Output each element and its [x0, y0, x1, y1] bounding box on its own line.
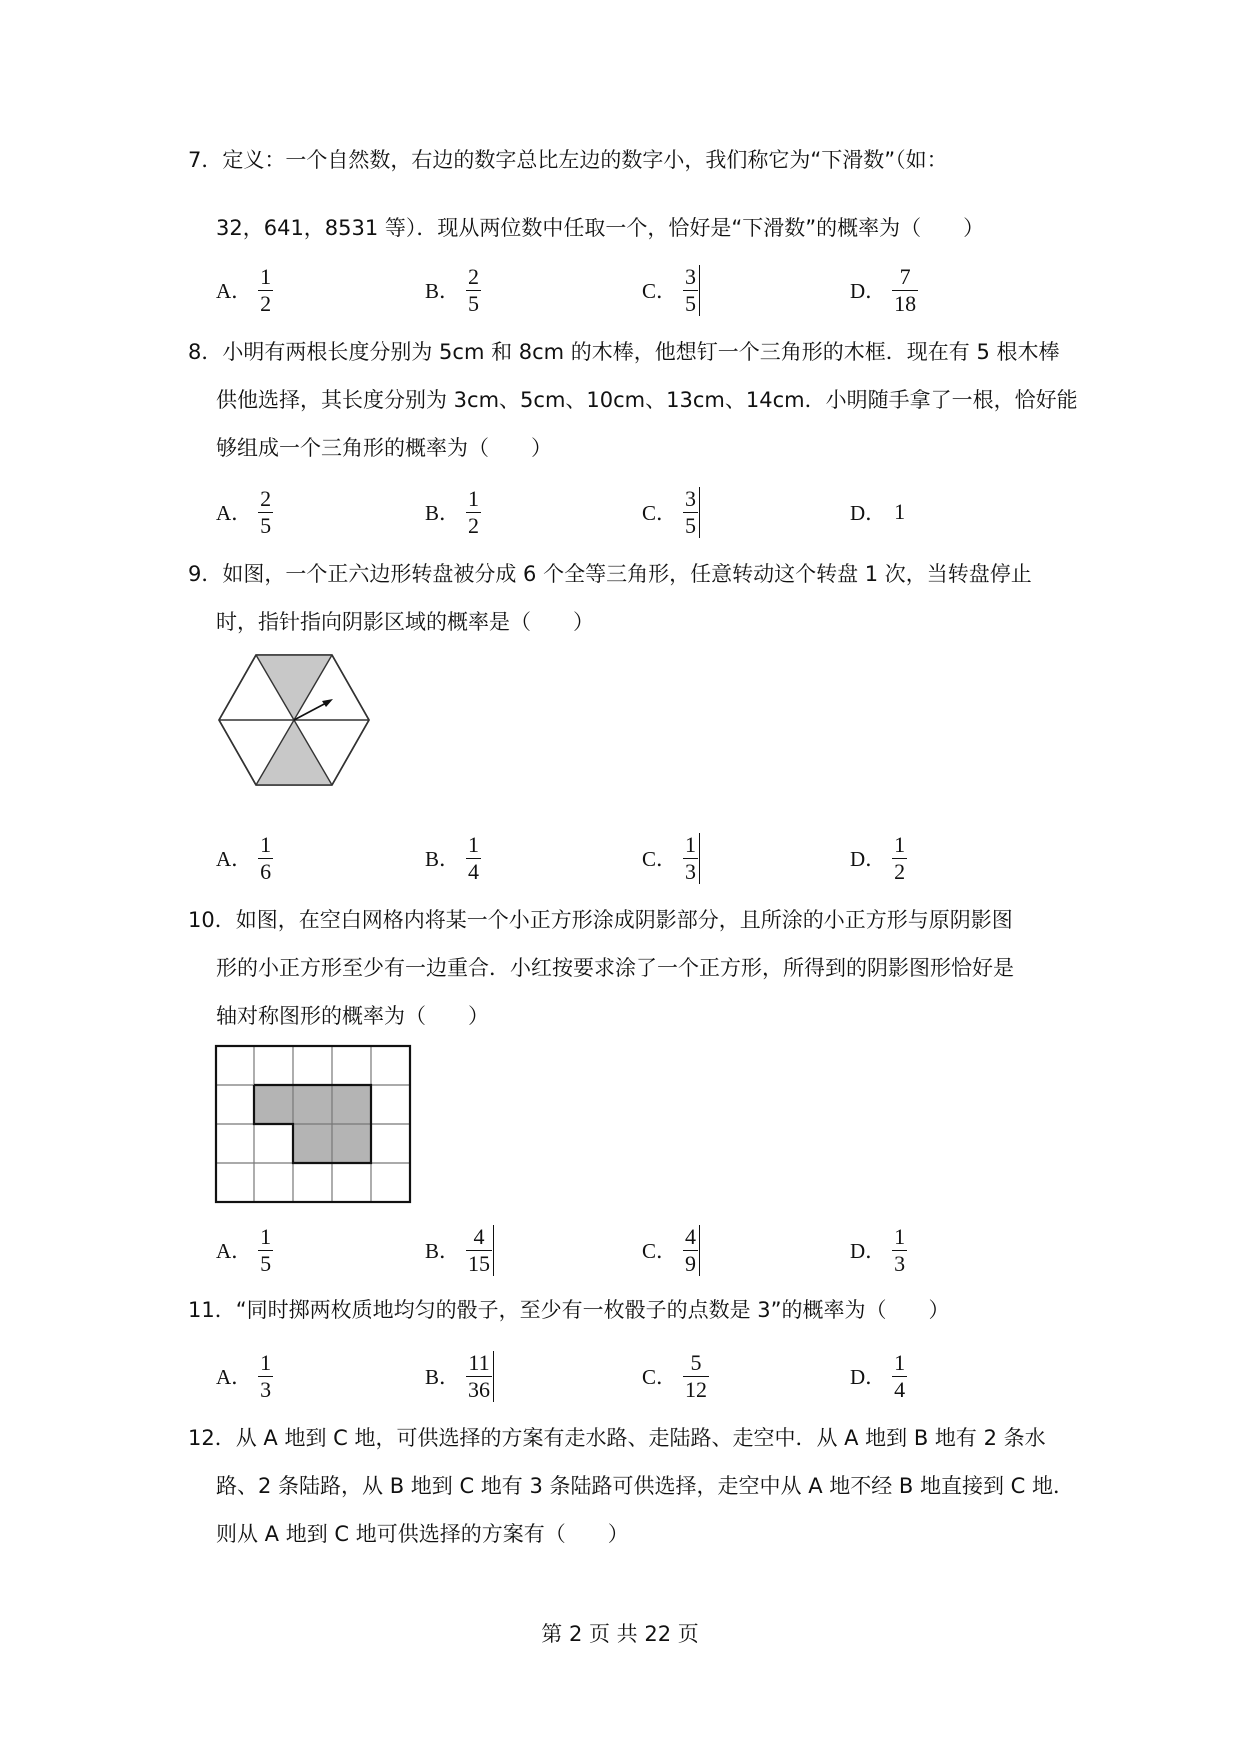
- q12-line-3: 则从 A 地到 C 地可供选择的方案有（ ）: [216, 1522, 629, 1546]
- option-label: B．: [425, 847, 461, 871]
- q10-option-a[interactable]: [216, 1220, 273, 1280]
- q11-option-a[interactable]: [216, 1346, 273, 1406]
- q9-line-2: 时，指针指向阴影区域的概率是（ ）: [216, 610, 594, 634]
- fraction: $\frac{1}{3}$: [260, 1349, 272, 1402]
- shaded-cell: [332, 1124, 371, 1163]
- page-footer: 第 2 页 共 22 页: [541, 1622, 699, 1646]
- q10-option-c[interactable]: [642, 1220, 700, 1280]
- option-label: C．: [642, 847, 678, 871]
- q11-option-c[interactable]: [642, 1346, 709, 1406]
- option-label: D．: [850, 501, 887, 525]
- option-label: B．: [425, 1239, 461, 1263]
- fraction: $\frac{1}{2}$: [894, 831, 906, 884]
- fraction: $\frac{1}{5}$: [260, 1223, 272, 1276]
- q7-option-a[interactable]: [216, 260, 273, 320]
- option-label: D．: [850, 279, 887, 303]
- fraction: $\frac{1}{3}$: [894, 1223, 906, 1276]
- q9-option-d[interactable]: [850, 828, 907, 888]
- fraction: $\frac{3}{5}$: [683, 265, 700, 316]
- option-label: A．: [216, 279, 253, 303]
- q11-option-b[interactable]: [425, 1346, 494, 1406]
- option-label: C．: [642, 1239, 678, 1263]
- q7-option-d[interactable]: [850, 260, 918, 320]
- fraction: $\frac{3}{5}$: [683, 487, 700, 538]
- q8-option-b[interactable]: [425, 482, 481, 542]
- q7-option-b[interactable]: [425, 260, 481, 320]
- q9-option-c[interactable]: [642, 828, 700, 888]
- q9-option-b[interactable]: [425, 828, 481, 888]
- q8-line-2: 供他选择，其长度分别为 3cm、5cm、10cm、13cm、14cm．小明随手拿了一根，恰好能: [216, 388, 1078, 412]
- fraction: $\frac{4}{15}$: [466, 1225, 494, 1276]
- fraction: $\frac{1}{2}$: [260, 263, 272, 316]
- q8-line-1: 8．小明有两根长度分别为 5cm 和 8cm 的木棒，他想钉一个三角形的木框．现在有 5 根木棒: [188, 340, 1060, 364]
- option-label: D．: [850, 1365, 887, 1389]
- fraction: $\frac{4}{9}$: [683, 1225, 700, 1276]
- grid-figure: [214, 1044, 414, 1204]
- q10-option-b[interactable]: [425, 1220, 494, 1280]
- q11-line-1: 11．“同时掷两枚质地均匀的骰子，至少有一枚骰子的点数是 3”的概率为（ ）: [188, 1298, 950, 1322]
- q7-option-c[interactable]: [642, 260, 700, 320]
- option-label: D．: [850, 847, 887, 871]
- fraction: $\frac{2}{5}$: [468, 263, 480, 316]
- fraction: $\frac{1}{4}$: [468, 831, 480, 884]
- option-value: 1: [894, 499, 906, 524]
- option-label: A．: [216, 1365, 253, 1389]
- option-label: B．: [425, 501, 461, 525]
- q11-option-d[interactable]: [850, 1346, 907, 1406]
- q8-line-3: 够组成一个三角形的概率为（ ）: [216, 436, 552, 460]
- q12-line-1: 12．从 A 地到 C 地，可供选择的方案有走水路、走陆路、走空中．从 A 地到 B 地有 2 条水: [188, 1426, 1046, 1450]
- q8-option-c[interactable]: [642, 482, 700, 542]
- option-label: B．: [425, 1365, 461, 1389]
- option-label: A．: [216, 1239, 253, 1263]
- fraction: $\frac{1}{3}$: [683, 833, 700, 884]
- q10-line-3: 轴对称图形的概率为（ ）: [216, 1004, 489, 1028]
- q10-option-d[interactable]: [850, 1220, 907, 1280]
- q8-option-a[interactable]: [216, 482, 273, 542]
- fraction: $\frac{7}{18}$: [894, 263, 917, 316]
- fraction: $\frac{5}{12}$: [685, 1349, 708, 1402]
- option-label: A．: [216, 847, 253, 871]
- fraction: $\frac{1}{2}$: [468, 485, 480, 538]
- q7-line-1: 7．定义：一个自然数，右边的数字总比左边的数字小，我们称它为“下滑数”（如：: [188, 148, 948, 172]
- shaded-cell: [293, 1085, 332, 1124]
- q8-option-d[interactable]: [850, 482, 905, 542]
- option-label: A．: [216, 501, 253, 525]
- shaded-cell: [254, 1085, 293, 1124]
- option-label: C．: [642, 279, 678, 303]
- option-label: D．: [850, 1239, 887, 1263]
- q7-line-2: 32，641，8531 等）．现从两位数中任取一个，恰好是“下滑数”的概率为（ ）: [216, 216, 985, 240]
- fraction: $\frac{1}{6}$: [260, 831, 272, 884]
- hexagon-spinner-figure: [216, 652, 376, 788]
- option-label: C．: [642, 501, 678, 525]
- q12-line-2: 路、2 条陆路，从 B 地到 C 地有 3 条陆路可供选择，走空中从 A 地不经 B 地直接到 C 地．: [216, 1474, 1075, 1498]
- q10-line-2: 形的小正方形至少有一边重合．小红按要求涂了一个正方形，所得到的阴影图形恰好是: [216, 956, 1014, 980]
- q9-option-a[interactable]: [216, 828, 273, 888]
- q9-line-1: 9．如图，一个正六边形转盘被分成 6 个全等三角形，任意转动这个转盘 1 次，当转盘停止: [188, 562, 1032, 586]
- q10-line-1: 10．如图，在空白网格内将某一个小正方形涂成阴影部分，且所涂的小正方形与原阴影图: [188, 908, 1013, 932]
- option-label: B．: [425, 279, 461, 303]
- fraction: $\frac{1}{4}$: [894, 1349, 906, 1402]
- fraction: $\frac{2}{5}$: [260, 485, 272, 538]
- shaded-cell: [293, 1124, 332, 1163]
- option-label: C．: [642, 1365, 678, 1389]
- fraction: $\frac{11}{36}$: [466, 1351, 494, 1402]
- shaded-cell: [332, 1085, 371, 1124]
